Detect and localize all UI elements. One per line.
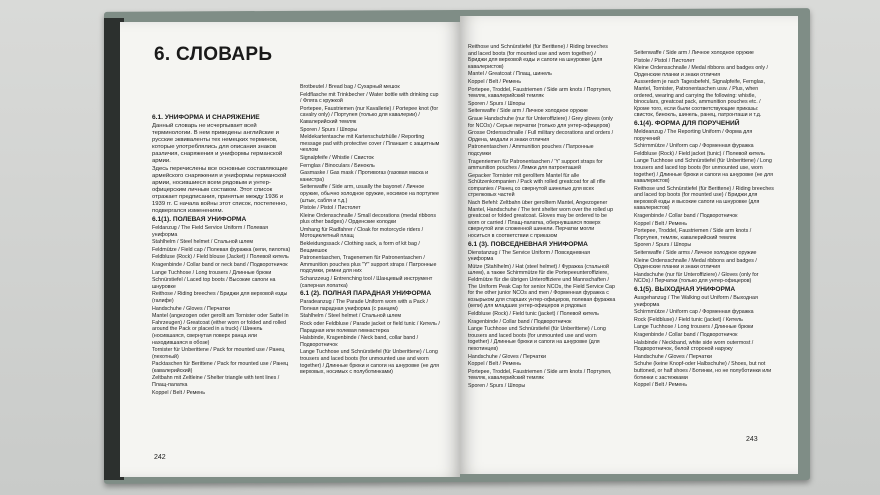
dictionary-entry: Gepacker Tornister mit gerolltem Mantel für alle Schützenkompanien / Pack with rolled greatcoat for all rifle companies / Ранец со свернутой шинелью для всех стрелковых частей xyxy=(468,172,606,199)
dictionary-entry: Reithose und Schnürstiefel (für Berittene) / Riding breeches and laced top boots (for mounted use) / Бриджи для верховой езды и высокие сапоги на шнуровке (для кавалеристов) xyxy=(634,185,774,212)
section-heading: 6.1(4). ФОРМА ДЛЯ ПОРУЧЕНИЙ xyxy=(634,119,740,127)
dictionary-entry: Feldanzug / The Field Service Uniform / Полевая униформа xyxy=(152,225,268,238)
dictionary-entry: Seitenwaffe / Side arm / Личное холодное оружие xyxy=(634,50,754,56)
dictionary-entry: Feldbluse (Rock) / Field blouse (Jacket) / Полевой китель xyxy=(152,254,289,261)
dictionary-entry: Kragenbinde / Collar band / Подворотничок xyxy=(468,318,572,325)
dictionary-entry: Lange Tuchhose / Long trousers / Длинные брюки xyxy=(634,324,754,331)
dictionary-entry: Stahlhelm / Steel helmet / Стальной шлем xyxy=(152,239,254,246)
dictionary-entry: Lange Tuchhose / Long trousers / Длинные брюки xyxy=(152,269,272,276)
dictionary-entry: Sporen / Spurs / Шпоры xyxy=(634,242,692,249)
dictionary-entry: Lange Tuchhose und Schnürstiefel (für Unberittene) / Long trousers and laced boots (for unmounted use and worn together) / Длинные брюки и сапоги на шнуровке (для пехотинцев) xyxy=(468,326,606,352)
dictionary-entry: Seitenwaffe / Side arm / Личное холодное оружие xyxy=(468,108,588,115)
dictionary-entry: Meldeanzug / The Reporting Uniform / Форма для поручений xyxy=(634,128,753,142)
dictionary-entry: Seitenwaffe / Side arms / Личное холодное оружие xyxy=(634,250,757,257)
page-number: 243 xyxy=(746,436,758,443)
dictionary-entry: Bekleidungssack / Clothing sack, a form of kit bag / Вещмешок xyxy=(300,241,420,254)
dictionary-entry: Patronentaschen, Tragenemen für Patronentaschen / Ammunition pouches plus "Y" support straps / Патронные подсумки, ремни для них xyxy=(300,255,437,275)
dictionary-entry: Portepee, Troddel, Faustriemen / Side arm knots / Портупея, темляк, кавалерийский темляк xyxy=(468,368,612,382)
dictionary-entry: Mantel / Greatcoat / Плащ, шинель xyxy=(468,71,552,78)
dictionary-entry: Brotbeutel / Bread bag / Сухарный мешок xyxy=(300,84,400,90)
dictionary-entry: Handschuhe / Gloves / Перчатки xyxy=(468,353,546,360)
dictionary-entry: Schirmmütze / Uniform cap / Форменная фуражка xyxy=(634,143,754,150)
dictionary-entry: Koppel / Belt / Ремень xyxy=(152,389,205,396)
dictionary-entry: Sporen / Spurs / Шпоры xyxy=(468,382,526,389)
dictionary-entry: Zeltbahn mit Zeltleine / Shelter triangle with tent lines / Плащ-палатка xyxy=(152,375,280,389)
dictionary-entry: Mantel (angezogen oder gerollt am Tornister oder Sattel in Fahrzeugen) / Greatcoat (either worn or folded and rolled around the Pack or placed in a truck) / Шинель (носившаяся, свернутая поверх ранца или находившаяся в обозе) xyxy=(152,313,289,346)
dictionary-entry: Lange Tuchhose und Schnürstiefel (für Unberittene) / Long trousers and laced boots (for unmounted use and worn together) / Длинные брюки и сапоги на шнуровке (не для верховых, носимых с полуботинками) xyxy=(300,349,439,376)
dictionary-entry: Fernglas / Binoculars / Бинокль xyxy=(300,162,375,169)
section-heading: 6.1 (3). ПОВСЕДНЕВНАЯ УНИФОРМА xyxy=(468,240,588,248)
dictionary-entry: Nach Befehl: Zeltbahn über gerolltem Mantel, Angezogener Mantel, Handschuhe / The tent shelter worn over the rolled up greatcoat or folded greatcoat. Gloves may be ordered to be worn or carried / Плащ-палатка, обернувшаяся поверх свернутой или сложенной шинели. Перчатки могли носиться в соответствии с приказом xyxy=(468,200,614,240)
dictionary-entry: Kragenbinde / Collar band / Подворотничок xyxy=(634,213,738,220)
dictionary-entry: Graue Handschuhe (nur für Unteroffiziere) / Grey gloves (only for NCOs) / Серые перчатки (только для унтер-офицеров) xyxy=(468,115,613,129)
dictionary-entry: Grosse Ordensschnalle / Full military decorations and orders / Ордена, медали и знаки отличия xyxy=(468,130,614,143)
dictionary-entry: Kleine Ordensschnalle / Medal ribbons and badges only / Орденские планки и знаки отличия xyxy=(634,65,768,78)
dictionary-entry: Handschuhe (nur für Unteroffiziere) / Gloves (only for NCOs) / Перчатки (только для унтер-офицеров) xyxy=(634,271,759,285)
dictionary-entry: Feldbluse (Rock) / Field tunic (jacket) / Полевой китель xyxy=(468,310,599,317)
right-column-1 xyxy=(468,44,616,391)
dictionary-entry: Sporen / Spurs / Шпоры xyxy=(300,126,358,133)
dictionary-entry: Meldekartentasche mit Kartenschutzhülle / Reporting message pad with protective cover / Планшет с защитным чехлом xyxy=(300,134,440,154)
chapter-title: 6. СЛОВАРЬ xyxy=(154,44,273,65)
dictionary-entry: Pistole / Pistol / Пистолет xyxy=(300,205,361,212)
intro-paragraph: Здесь перечислены все основные составляющие армейского снаряжения и униформы германской армии, носившиеся всем рядовым и унтер-офицерским личным составом. Этот список отражает предписания, принятые между 1936 и 1939 гг. С начала войны этот список, постепенно, подвергался изменениям. xyxy=(152,166,288,214)
dictionary-entry: Reithose / Riding breeches / Бриджи для верховой езды (галифе) xyxy=(152,291,288,304)
page-number: 242 xyxy=(154,454,166,461)
dictionary-entry: Reithose und Schnürstiefel (für Berittene) / Riding breeches and laced boots (for mounted use and worn together) / Бриджи для верховой езды и сапоги на шнуровке (для кавалеристов) xyxy=(468,44,608,70)
dictionary-entry: Koppel / Belt / Ремень xyxy=(468,78,521,85)
right-column-2 xyxy=(634,50,776,390)
dictionary-entry: Kragenbinde / Collar band or neck band / Подворотничок xyxy=(152,261,288,268)
section-heading: 6.1 (2). ПОЛНАЯ ПАРАДНАЯ УНИФОРМА xyxy=(300,290,432,298)
section-heading: 6.1(5). ВЫХОДНАЯ УНИФОРМА xyxy=(634,286,736,293)
dictionary-entry: Schuhe (keine Knopf-oder Halbschuhe) / Shoes, but not buttoned, or half shoes / Ботинки, но не полуботинки или ботинки с застежками xyxy=(634,361,772,381)
dictionary-entry: Kleine Ordensschnalle / Small decorations (medal ribbons plus other badges) / Орденские колодки xyxy=(300,212,437,226)
dictionary-entry: Portepee, Troddel, Faustriemen / Side arm knots / Портупея, темляк, кавалерийский темляк xyxy=(634,228,752,241)
dictionary-entry: Halsbinde, Kragenbinde / Neck band, collar band / Подворотничок xyxy=(300,335,419,348)
dictionary-entry: Pistole / Pistol / Пистолет xyxy=(634,57,695,64)
dictionary-entry: Sporen / Spurs / Шпоры xyxy=(468,100,526,107)
dictionary-entry: Patronentaschen / Ammunition pouches / Патронные подсумки xyxy=(468,144,594,157)
dictionary-entry: Portepee, Troddel, Faustriemen / Side arm knots / Портупея, темляк, кавалерийский темляк xyxy=(468,86,612,100)
dictionary-entry: Ausgehanzug / The Walking out Uniform / Выходная униформа xyxy=(634,295,758,308)
dictionary-entry: Umhang für Radfahrer / Cloak for motorcycle riders / Мотоциклетный плащ xyxy=(300,226,424,240)
section-heading: 6.1(1). ПОЛЕВАЯ УНИФОРМА xyxy=(152,216,247,223)
dictionary-entry: Tornister für Unberittene / Pack for mounted use / Ранец (пехотный) xyxy=(152,347,285,360)
dictionary-entry: Mütze (Stahlhelm) / Hat (steel helmet) / Фуражка (стальной шлем), а также Schirmmütze für die Portepeeunteroffiziere, Feldmütze für die übrigen Unteroffiziere und Mannschaften / The Uniform Peak Cap for senior NCOs, the Field Service Cap for the other junior NCOs and men / Форменная фуражка с козырьком для старших унтер-офицеров, полевая фуражка (кепи) для младших унтер-офицеров и рядовых xyxy=(468,263,616,310)
dictionary-entry: Rock oder Feldbluse / Parade jacket or field tunic / Китель / Парадная или полевая гимнастерка xyxy=(300,321,440,334)
dictionary-entry: Koppel / Belt / Ремень xyxy=(468,361,521,368)
dictionary-entry: Gasmaske / Gas mask / Противогаз (газовая маска и канистра) xyxy=(300,170,429,183)
dictionary-entry: Packtaschen für Berittene / Pack for mounted use / Ранец (кавалерийский) xyxy=(152,361,289,374)
dictionary-entry: Schirmmütze / Uniform cap / Форменная фуражка xyxy=(634,309,754,316)
left-column-1 xyxy=(152,114,292,397)
dictionary-entry: Signalpfeife / Whistle / Свисток xyxy=(300,154,374,161)
left-page xyxy=(120,22,460,477)
intro-paragraph: Данный словарь не исчерпывает всей терминологии. В нем приведены английские и русские эквиваленты тех немецких терминов, которые употреблялись для описания знаков различия, снаряжения и униформы германской армии. xyxy=(152,123,283,164)
dictionary-entry: Kragenbinde / Collar band / Подворотничок xyxy=(634,331,738,338)
left-column-2 xyxy=(300,84,440,377)
section-heading: 6.1. УНИФОРМА И СНАРЯЖЕНИЕ xyxy=(152,114,260,121)
dictionary-entry: Kleine Ordensschnalle / Medal ribbons and badges / Орденские планки и знаки отличия xyxy=(634,257,757,271)
dictionary-entry: Koppel / Belt / Ремень xyxy=(634,382,687,389)
dictionary-entry: Handschuhe / Gloves / Перчатки xyxy=(152,305,230,312)
dictionary-entry: Lange Tuchhose und Schnürstiefel (für Unberittene) / Long trousers and laced top boots (for unmounted use, worn together) / Длинные брюки и сапоги на шнуровке (не для кавалеристов) xyxy=(634,158,773,185)
dictionary-entry: Halsbinde / Neckband, white side worn outermost / Подворотничок, белой стороной наружу xyxy=(634,339,754,353)
dictionary-entry: Rock (Feldbluse) / Field tunic (jacket) / Китель xyxy=(634,316,743,323)
dictionary-entry: Stahlhelm / Steel helmet / Стальной шлем xyxy=(300,313,402,320)
dictionary-entry: Ausserdem je nach Tagesbefehl, Signalpfeife, Fernglas, Mantel, Tornister, Patronentaschen usw. / Plus, when ordered, wearing and carrying the following: whistle, binoculars, greatcoat pack, ammunition pouches etc. / Кроме того, если были соответствующие приказы: свисток, бинокль, шинель, ранец, патронташи и т.д. xyxy=(634,79,765,119)
dictionary-entry: Schanzzeug / Entrenching tool / Шанцевый инструмент (саперная лопатка) xyxy=(300,276,433,289)
dictionary-entry: Feldflasche mit Trinkbecher / Water bottle with drinking cup / Фляга с кружкой xyxy=(300,91,439,105)
dictionary-entry: Dienstanzug / The Service Uniform / Повседневная униформа xyxy=(468,249,590,263)
dictionary-entry: Schnürstiefel / Laced top boots / Высокие сапоги на шнуровке xyxy=(152,277,276,290)
dictionary-entry: Portepee, Faustriemen (nur Kavallerie) / Portepee knot (for cavalry only) / Портупея (только для кавалерии) / Кавалерийский темляк xyxy=(300,105,439,125)
dictionary-entry: Paradeanzug / The Parade Uniform worn with a Pack / Полная парадная униформа (с ранцем) xyxy=(300,299,428,312)
dictionary-entry: Feldbluse (Rock) / Field jacket (tunic) / Полевой китель xyxy=(634,150,765,157)
dictionary-entry: Feldmütze / Field cap / Полевая фуражка (кепи, пилотка) xyxy=(152,246,291,253)
dictionary-entry: Koppel / Belt / Ремень xyxy=(634,220,687,227)
dictionary-entry: Handschuhe / Gloves / Перчатки xyxy=(634,353,712,360)
right-page xyxy=(460,16,798,474)
dictionary-entry: Tragenriemen für Patronentaschen / 'Y' support straps for ammunition pouches / Лямки для патронташей xyxy=(468,158,603,172)
dictionary-entry: Seitenwaffe / Side arm, usually the bayonet / Личное оружие, обычно холодное оружие, носимое на портупее (штык, сабля и т.д.) xyxy=(300,184,439,204)
